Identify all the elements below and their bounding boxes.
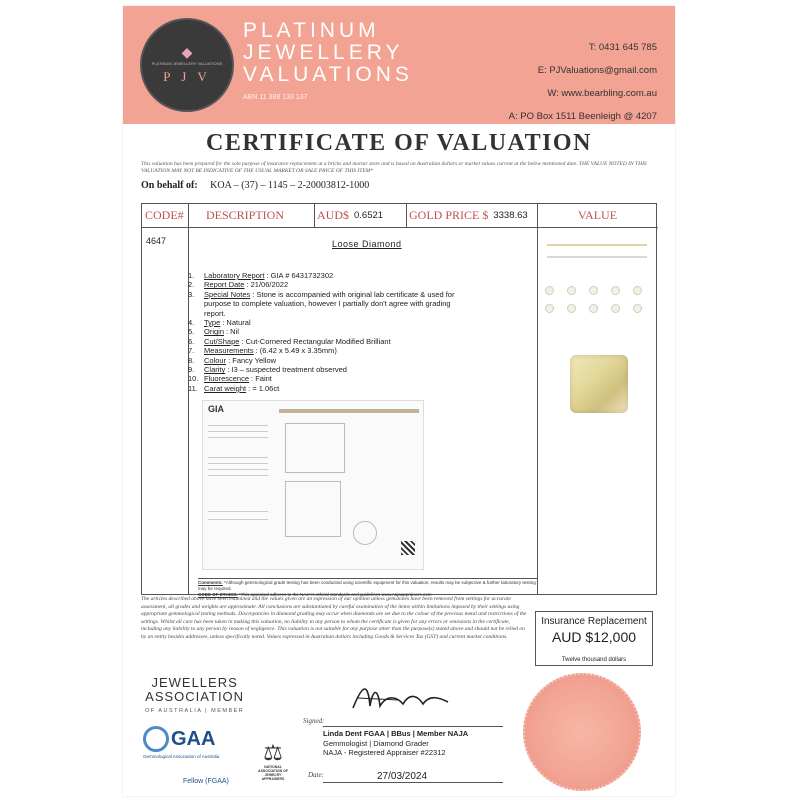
- item-code: 4647: [146, 236, 167, 246]
- brand-line: JEWELLERY: [243, 41, 404, 64]
- detail-value: : I3 – suspected treatment observed: [227, 365, 347, 375]
- report-line: [208, 519, 268, 520]
- report-line: [208, 457, 268, 458]
- detail-text: [204, 374, 474, 383]
- website: W: www.bearbling.com.au: [547, 88, 657, 99]
- column-divider: [406, 204, 407, 228]
- report-banner: [279, 409, 419, 413]
- naja-logo: [253, 741, 293, 781]
- detail-num: 3.: [188, 289, 195, 299]
- logo-initials: P J V: [163, 69, 211, 84]
- detail-value: : GIA # 6431732302: [266, 271, 334, 280]
- association-sub: OF AUSTRALIA | MEMBER: [145, 708, 245, 714]
- contact-details: [509, 36, 657, 128]
- detail-text: [204, 290, 474, 318]
- date-label: Date:: [308, 771, 324, 779]
- aud-label: AUD$: [317, 208, 349, 222]
- detail-row: [188, 374, 474, 383]
- signatory-naja: NAJA - Registered Appraiser #22312: [323, 748, 446, 758]
- logo-tagline: PLATINUM JEWELLERY VALUATIONS: [151, 61, 223, 66]
- report-line: [208, 431, 268, 432]
- ethics-text: *This appraisal adheres to the NAJA's ethical standards and guidelines www.najaappraisers.com: [237, 592, 432, 597]
- scale-dot: [545, 304, 554, 313]
- ethics-label: CODE OF ETHICS:: [198, 592, 238, 597]
- naja-subtitle: NATIONAL ASSOCIATION OF JEWELRY APPRAISERS: [258, 765, 288, 781]
- detail-label: Report Date: [204, 280, 245, 290]
- description-header: DESCRIPTION: [188, 204, 314, 228]
- detail-text: [204, 327, 474, 336]
- detail-text: [204, 271, 474, 280]
- detail-num: 1.: [188, 271, 195, 280]
- scale-dot: [589, 304, 598, 313]
- on-behalf-of: [141, 180, 369, 191]
- scale-dot: [611, 304, 620, 313]
- brand-line: PLATINUM: [243, 19, 380, 42]
- detail-num: 6.: [188, 336, 195, 346]
- detail-row: [188, 346, 474, 355]
- scale-dot: [567, 286, 576, 295]
- column-divider: [188, 204, 189, 594]
- date-value: 27/03/2024: [377, 771, 428, 782]
- insurance-value: AUD $12,000: [551, 629, 637, 645]
- detail-label: Measurements: [204, 346, 254, 356]
- aud-header: [314, 204, 406, 228]
- address: A: PO Box 1511 Beenleigh @ 4207: [508, 111, 657, 122]
- detail-value: : Faint: [251, 374, 272, 384]
- scale-dot: [589, 286, 598, 295]
- gaa-name: GAA: [171, 727, 216, 750]
- gaa-logo: [143, 726, 219, 759]
- detail-label: Special Notes: [204, 289, 251, 299]
- qr-code: [401, 541, 415, 555]
- gold-header: [406, 204, 537, 228]
- signatory-name: Linda Dent FGAA | BBus | Member NAJA: [323, 729, 469, 738]
- scale-dot: [633, 304, 642, 313]
- scale-dot: [633, 286, 642, 295]
- detail-label: Colour: [204, 355, 227, 365]
- valuation-table: [141, 203, 657, 595]
- detail-label: Clarity: [204, 365, 226, 375]
- detail-value: : Nil: [226, 327, 239, 337]
- scales-icon: ⚖: [263, 740, 283, 765]
- detail-value: : 21/06/2022: [246, 280, 289, 290]
- detail-text: [204, 318, 474, 327]
- gaa-emblem-icon: [143, 726, 169, 752]
- report-line: [208, 437, 268, 438]
- detail-num: 4.: [188, 318, 195, 328]
- detail-row: [188, 280, 474, 289]
- column-divider: [314, 204, 315, 228]
- insurance-label: Insurance Replacement: [541, 616, 647, 627]
- gia-logo: GIA: [208, 404, 225, 414]
- aud-value: 0.6521: [354, 210, 384, 221]
- detail-label: Carat weight: [204, 383, 247, 393]
- detail-num: 10.: [188, 374, 199, 384]
- detail-num: 5.: [188, 327, 195, 337]
- detail-num: 11.: [188, 383, 198, 393]
- detail-row: [188, 290, 474, 318]
- detail-value: : Stone is accompanied with original lab certificate & used for purpose to complete valuation, however I partially don't agree with grading report.: [204, 289, 455, 318]
- detail-num: 7.: [188, 346, 195, 356]
- detail-value: : Natural: [222, 318, 251, 328]
- comments-label: Comments:: [198, 580, 223, 585]
- chart-bar: [547, 244, 647, 246]
- detail-num: 2.: [188, 280, 195, 290]
- detail-value: : = 1.06ct: [248, 383, 280, 393]
- signed-label: Signed:: [303, 717, 325, 725]
- report-line: [208, 463, 268, 464]
- detail-text: [204, 280, 474, 289]
- gold-value: 3338.63: [493, 210, 528, 221]
- insurance-words: Twelve thousand dollars: [561, 657, 627, 663]
- official-stamp: [523, 673, 641, 791]
- phone: T: 0431 645 785: [588, 42, 657, 53]
- pjv-logo: [140, 18, 234, 112]
- abn-number: ABN 11 388 133 137: [243, 94, 308, 101]
- gaa-fellow: Fellow (FGAA): [183, 778, 229, 785]
- intro-statement: This valuation has been prepared for the sole purpose of insurance replacement at a bricks and mortar store and is based on Australian dollars or market values current at the below mentioned date. THE VALUE NOTED IN THIS VALUATION MAY NOT BE INDICATIVE OF THE USUAL MARKET OR SALE PRICE OF THIS ITEM*: [141, 161, 647, 174]
- detail-num: 8.: [188, 355, 195, 365]
- detail-text: [204, 356, 474, 365]
- diamond-icon: ◆: [181, 44, 193, 60]
- scale-dot: [611, 286, 620, 295]
- detail-value: : Fancy Yellow: [228, 355, 277, 365]
- report-seal: [353, 521, 377, 545]
- signatory-role: Gemmologist | Diamond Grader: [323, 738, 429, 748]
- association-line: JEWELLERS: [151, 675, 238, 690]
- detail-row: [188, 365, 474, 374]
- detail-label: Type: [204, 318, 221, 328]
- detail-text: [204, 337, 474, 346]
- behalf-label: On behalf of:: [141, 180, 198, 191]
- item-details: [188, 271, 474, 393]
- gia-report-image: [202, 400, 424, 570]
- header-banner: [123, 6, 675, 124]
- association-line: ASSOCIATION: [145, 689, 245, 704]
- detail-row: [188, 356, 474, 365]
- brand-line: VALUATIONS: [243, 63, 413, 86]
- diamond-photo: [570, 355, 628, 413]
- item-title: Loose Diamond: [332, 239, 402, 249]
- detail-row: [188, 327, 474, 336]
- detail-value: : (6.42 x 5.49 x 3.35mm): [255, 346, 337, 356]
- detail-num: 9.: [188, 365, 195, 375]
- report-line: [208, 425, 268, 426]
- detail-text: [204, 365, 474, 374]
- report-line: [208, 475, 268, 476]
- report-diagram: [285, 423, 345, 473]
- document-title: CERTIFICATE OF VALUATION: [206, 130, 592, 156]
- behalf-value: KOA – (37) – 1145 – 2-20003812-1000: [210, 180, 370, 191]
- comments-text: *Although gemmological grade testing has been conducted using scientific equipment for this valuation, results may be subjective & further laboratory testing may be required.: [198, 580, 536, 591]
- report-line: [208, 511, 268, 512]
- detail-row: [188, 271, 474, 280]
- report-line: [208, 469, 268, 470]
- detail-text: [204, 346, 474, 355]
- brand-name: [243, 20, 413, 86]
- scale-dot: [545, 286, 554, 295]
- signatory-details: [323, 729, 468, 758]
- chart-bar: [547, 256, 647, 258]
- gold-label: GOLD PRICE $: [409, 208, 489, 222]
- detail-value: : Cut-Cornered Rectangular Modified Brilliant: [241, 336, 391, 346]
- detail-text: [204, 384, 474, 393]
- insurance-box: [535, 611, 653, 666]
- detail-row: [188, 384, 474, 393]
- comments-section: [198, 578, 538, 598]
- detail-label: Laboratory Report: [204, 271, 265, 280]
- detail-label: Cut/Shape: [204, 336, 240, 346]
- detail-label: Origin: [204, 327, 225, 337]
- detail-row: [188, 337, 474, 346]
- disclaimer: The articles described above have been examined and the values given are an expression of our opinion unless gemstones have been removed from settings for accurate assessment, all grades and weights are approximate. All conclusions are substantiated by careful examination of the items within limitations imposed by their settings using appropriate gemmological testing methods. Discrepancies in diamond grading may occur when diamonds are set due to the colour of the precious metal and restrictions of the settings. Whilst all care has been taken in making this valuation, no liability to any person to whom the certificate is given for any errors or omissions in the certificate, including any liability to any person by reason of negligence. This valuation is not suitable for any purpose other than the purpose(s) stated above and should not be relied on by an entity besides addressee, unless specifically noted. Values expressed in Australian dollars including Goods & Services Tax (GST) and current market conditions.: [141, 596, 527, 640]
- detail-row: [188, 318, 474, 327]
- scale-dot: [567, 304, 576, 313]
- email: E: PJValuations@gmail.com: [537, 65, 657, 76]
- date-line: [323, 782, 503, 783]
- jewellers-association-logo: [145, 676, 244, 718]
- gaa-subtitle: Gemmological Association of Australia: [143, 754, 220, 759]
- valuation-certificate: [123, 6, 675, 796]
- signature-scribble: [348, 678, 458, 718]
- value-header: VALUE: [537, 204, 658, 228]
- report-plot: [285, 481, 341, 537]
- comments-line: [198, 580, 538, 592]
- signature-line: [323, 726, 503, 727]
- code-header: CODE#: [142, 204, 188, 228]
- detail-label: Fluorescence: [204, 374, 250, 384]
